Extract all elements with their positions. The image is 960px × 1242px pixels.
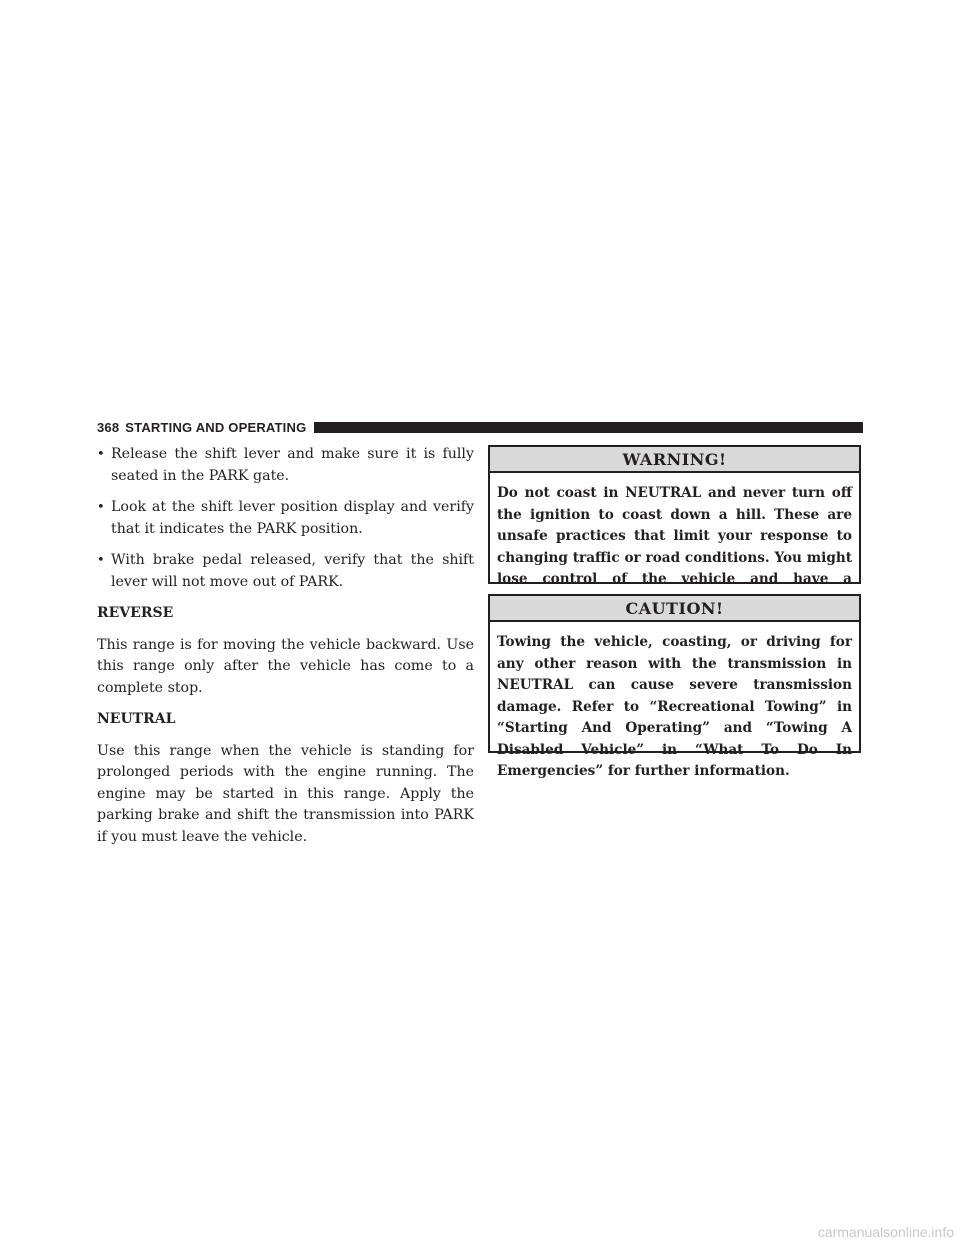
bullet-text: Release the shift lever and make sure it is fully seated in the PARK gate. — [111, 446, 474, 484]
warning-box — [488, 445, 861, 587]
neutral-paragraph: Use this range when the vehicle is standing for prolonged periods with the engine running. The engine may be started in this range. Apply the parking brake and shift the transmission into PARK if you must leave the vehicle. — [97, 742, 474, 845]
reverse-heading: REVERSE — [97, 605, 174, 621]
caution-box — [488, 594, 861, 779]
caution-title: CAUTION! — [490, 596, 859, 622]
bullet-icon: • — [97, 553, 105, 568]
left-column — [97, 444, 474, 858]
bullet-item — [97, 444, 474, 487]
bullet-item — [97, 550, 474, 593]
watermark-link[interactable]: carmanualsonline.info — [817, 1224, 954, 1240]
bullet-icon: • — [97, 500, 105, 515]
bullet-item — [97, 497, 474, 540]
warning-text: Do not coast in NEUTRAL and never turn off the ignition to coast down a hill. These are unsafe practices that limit your response to changing traffic or road conditions. You might lose control of the vehicle and have a — [497, 485, 852, 587]
bullet-text: With brake pedal released, verify that the shift lever will not move out of PARK. — [111, 552, 474, 590]
section-title: STARTING AND OPERATING — [125, 419, 307, 435]
neutral-heading: NEUTRAL — [97, 711, 176, 727]
reverse-paragraph: This range is for moving the vehicle backward. Use this range only after the vehicle has come to a complete stop. — [97, 636, 474, 696]
caution-text: Towing the vehicle, coasting, or driving for any other reason with the transmission in NEUTRAL can cause severe transmission damage. Refer to “Recreational Towing” in “Starting And Operating” and “Towing A Disabled Vehicle” in “What To Do In Emergencies” for further information. — [497, 634, 852, 779]
bullet-text: Look at the shift lever position display and verify that it indicates the PARK position. — [111, 499, 474, 537]
page-number: 368 — [97, 419, 120, 435]
bullet-icon: • — [97, 447, 105, 462]
page-header — [97, 417, 863, 437]
header-rule — [314, 422, 863, 433]
warning-title: WARNING! — [490, 447, 859, 473]
